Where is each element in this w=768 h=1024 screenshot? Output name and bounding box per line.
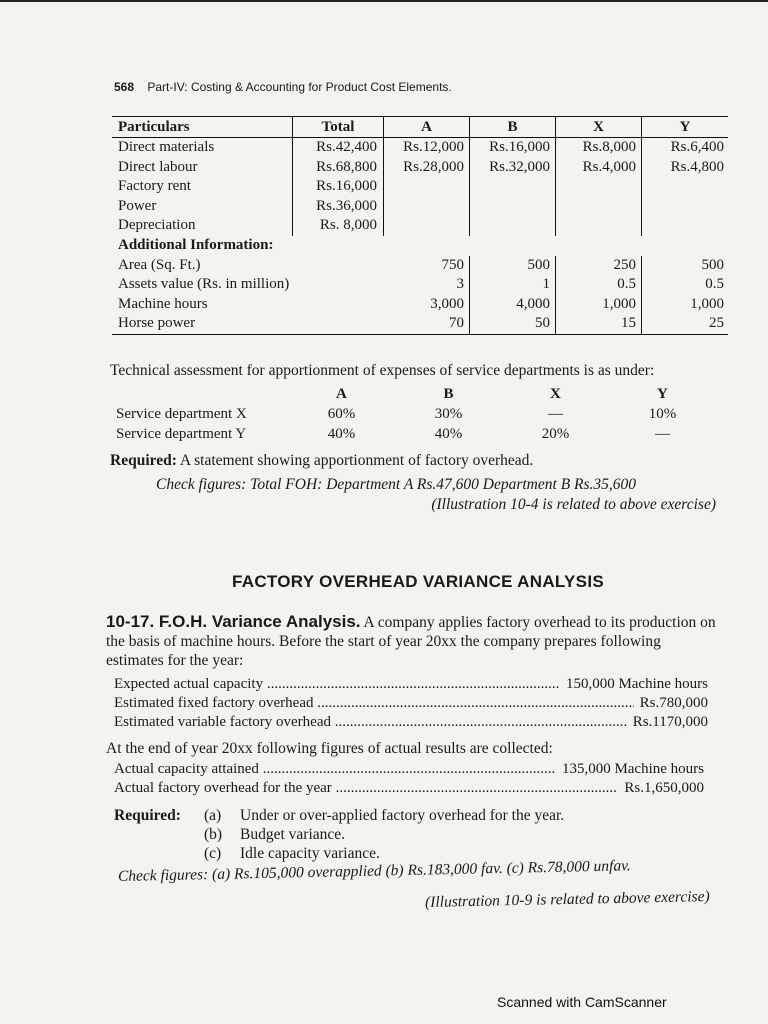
table-row	[112, 216, 728, 236]
top-edge-line	[0, 0, 768, 2]
illustration-note: (Illustration 10-4 is related to above exercise)	[431, 496, 716, 513]
item-text: Budget variance.	[240, 826, 346, 843]
additional-info-label: Additional Information:	[118, 236, 274, 253]
cell: 20%	[541, 426, 570, 442]
question-heading: 10-17. F.O.H. Variance Analysis.	[106, 612, 361, 631]
cell: 10%	[648, 406, 677, 422]
section-title: FACTORY OVERHEAD VARIANCE ANALYSIS	[232, 572, 604, 591]
technical-assessment-text: Technical assessment for apportionment of expenses of service departments is as under:	[110, 362, 655, 379]
cell: 40%	[327, 426, 356, 442]
cell	[384, 177, 470, 197]
row-label: Service department X	[116, 406, 247, 422]
additional-info-row	[112, 236, 728, 256]
list-item	[114, 760, 704, 779]
col-header: B	[470, 117, 556, 137]
cell: Assets value (Rs. in million)	[118, 276, 290, 293]
col-header: Y	[679, 119, 691, 135]
list-item	[114, 806, 564, 825]
cell: Rs.28,000	[384, 158, 470, 178]
cell: Area (Sq. Ft.)	[118, 256, 201, 273]
table-row	[112, 197, 728, 217]
table-row	[112, 256, 728, 276]
cell: Rs.42,400	[292, 138, 384, 158]
table-row	[112, 314, 728, 335]
cell: 0.5	[705, 276, 724, 293]
cell	[642, 216, 728, 236]
cell: —	[547, 406, 563, 422]
cell: Direct materials	[118, 139, 215, 155]
cell: 70	[384, 314, 470, 334]
item-label: Estimated variable factory overhead .....	[114, 713, 627, 732]
cell	[384, 197, 470, 217]
item-value: 135,000 Machine hours	[561, 761, 704, 777]
table-row	[116, 404, 716, 424]
item-mark: (c)	[204, 845, 222, 862]
question-intro: A company applies factory overhead to its production on the basis of machine hours. Before the start of year 20xx the company prepares following estimates for the year:	[106, 614, 716, 669]
cell	[470, 197, 556, 217]
question-10-17	[106, 612, 718, 670]
scanner-watermark: Scanned with CamScanner	[497, 994, 667, 1010]
item-mark: (a)	[204, 807, 222, 824]
item-text: Idle capacity variance.	[240, 845, 380, 862]
cell: Factory rent	[118, 178, 191, 195]
item-label: Expected actual capacity .....	[114, 675, 560, 694]
cell	[556, 197, 642, 217]
col-header: B	[443, 386, 454, 402]
cell: 750	[384, 256, 470, 276]
cost-table	[112, 116, 728, 335]
cell: 15	[556, 314, 642, 334]
cell: 0.5	[556, 275, 642, 295]
cell: Rs.4,000	[556, 158, 642, 178]
item-value: Rs.1,650,000	[624, 780, 704, 796]
table-header-row	[112, 116, 728, 138]
required-text: A statement showing apportionment of factory overhead.	[179, 452, 534, 469]
cell: Rs.68,800	[292, 158, 384, 178]
item-text: Under or over-applied factory overhead for the year.	[240, 807, 565, 824]
cell: 1	[470, 275, 556, 295]
table-row	[116, 424, 716, 444]
cell: 3	[384, 275, 470, 295]
col-header: A	[336, 386, 347, 402]
cell	[470, 177, 556, 197]
check-figures: Check figures: Total FOH: Department A Rs.47,600 Department B Rs.35,600	[156, 476, 637, 493]
col-header: Particulars	[118, 119, 190, 135]
cell: Depreciation	[118, 217, 196, 234]
col-header: X	[556, 117, 642, 137]
cell: 4,000	[470, 295, 556, 315]
cell: Horse power	[118, 315, 196, 332]
cell: Rs.6,400	[670, 139, 724, 155]
col-header: X	[550, 386, 561, 402]
required-label: Required:	[114, 807, 181, 824]
page-header	[114, 80, 452, 94]
cell: Rs.8,000	[556, 138, 642, 158]
cell: Direct labour	[118, 158, 198, 175]
cell: 250	[556, 256, 642, 276]
service-department-table	[116, 384, 716, 444]
item-value: Rs.1170,000	[632, 714, 708, 730]
list-item	[114, 779, 704, 798]
table-row	[112, 177, 728, 197]
item-value: 150,000 Machine hours	[565, 676, 708, 692]
cell: Power	[118, 197, 157, 214]
required-list	[114, 806, 564, 863]
row-label: Service department Y	[116, 426, 247, 442]
actuals-list	[114, 760, 704, 798]
item-mark: (b)	[204, 826, 223, 843]
cell: 25	[709, 315, 724, 332]
item-label: Actual factory overhead for the year .....	[114, 779, 618, 798]
cell: —	[654, 426, 670, 442]
cell: 60%	[327, 406, 356, 422]
cell: Rs.36,000	[292, 197, 384, 217]
service-header-row	[116, 384, 716, 404]
col-header: A	[384, 117, 470, 137]
estimates-list	[114, 675, 708, 732]
col-header: Y	[657, 386, 668, 402]
cell: 500	[470, 256, 556, 276]
list-item	[114, 694, 708, 713]
running-title: Part-IV: Costing & Accounting for Product Cost Elements.	[147, 80, 452, 94]
illustration-note: (Illustration 10-9 is related to above exercise)	[425, 888, 711, 911]
list-item	[114, 675, 708, 694]
cell: 1,000	[690, 295, 724, 312]
table-row	[112, 295, 728, 315]
cell: Machine hours	[118, 295, 208, 312]
cell	[556, 216, 642, 236]
check-figures: Check figures: (a) Rs.105,000 overapplied (b) Rs.183,000 fav. (c) Rs.78,000 unfav.	[117, 857, 631, 885]
table-row	[112, 158, 728, 178]
page-number: 568	[114, 80, 135, 94]
cell: 30%	[434, 406, 463, 422]
required-label: Required:	[110, 452, 177, 469]
col-header: Total	[292, 117, 384, 137]
cell: Rs.32,000	[470, 158, 556, 178]
cell: 500	[701, 256, 724, 273]
cell: Rs. 8,000	[292, 216, 384, 236]
cell: 50	[470, 314, 556, 334]
table-row	[112, 275, 728, 295]
cell: 3,000	[384, 295, 470, 315]
cell: 40%	[434, 426, 463, 442]
actual-intro: At the end of year 20xx following figures of actual results are collected:	[106, 740, 553, 757]
item-value: Rs.780,000	[639, 695, 708, 711]
cell	[470, 216, 556, 236]
table-row	[112, 138, 728, 158]
required-statement	[110, 452, 533, 470]
cell: Rs.16,000	[292, 177, 384, 197]
item-label: Actual capacity attained .....	[114, 760, 556, 779]
cell: 1,000	[556, 295, 642, 315]
list-item	[114, 713, 708, 732]
cell: Rs.16,000	[470, 138, 556, 158]
cell	[384, 216, 470, 236]
cell: Rs.12,000	[384, 138, 470, 158]
cell	[556, 177, 642, 197]
cell	[642, 197, 728, 217]
item-label: Estimated fixed factory overhead .....	[114, 694, 634, 713]
list-item	[114, 825, 564, 844]
cell	[642, 177, 728, 197]
cell: Rs.4,800	[670, 158, 724, 175]
